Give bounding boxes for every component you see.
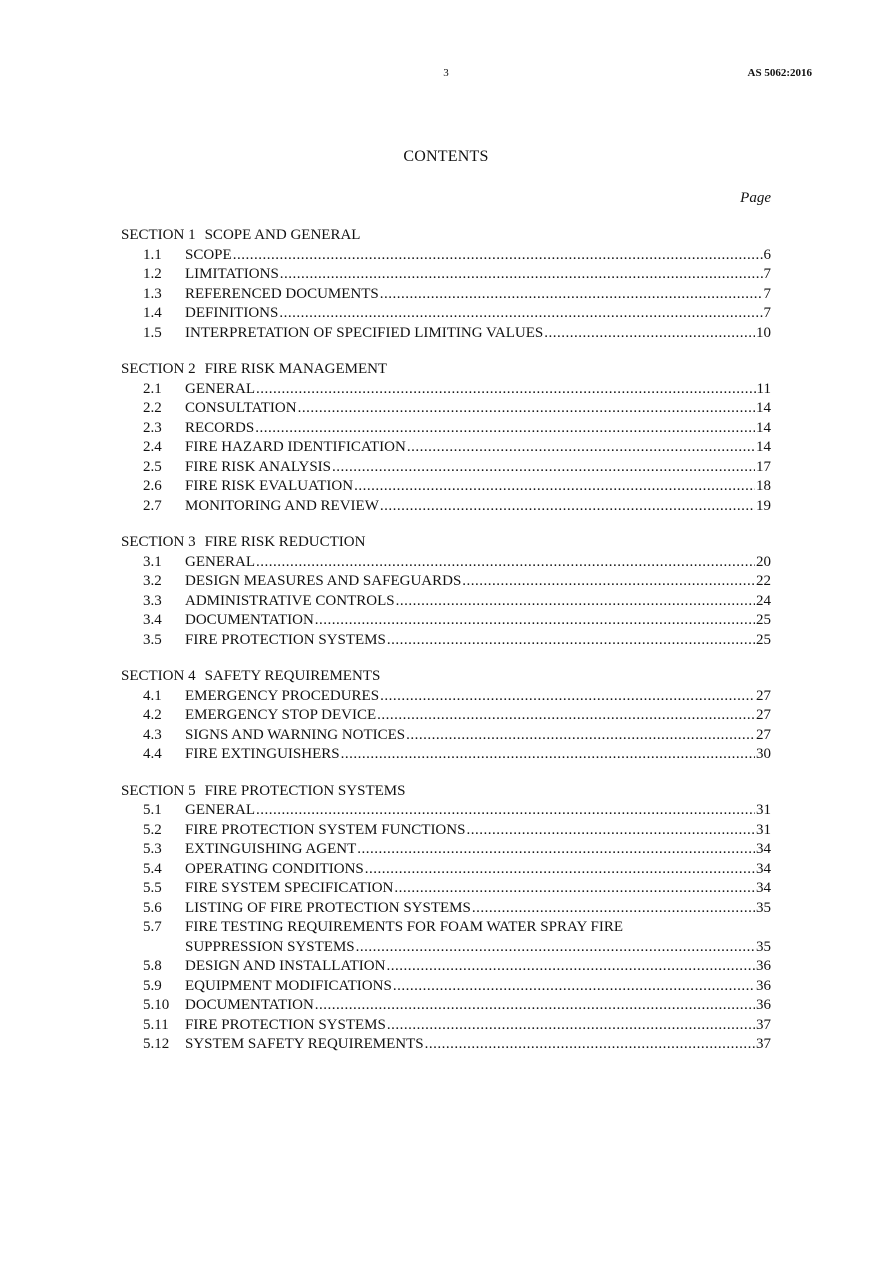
toc-entry[interactable] xyxy=(121,611,771,631)
toc-entry[interactable] xyxy=(121,304,771,324)
dot-leader xyxy=(407,438,755,458)
clause-number: 3.1 xyxy=(143,553,162,570)
dot-leader xyxy=(279,304,762,324)
page-number: 3 xyxy=(443,67,449,79)
clause-title: FIRE PROTECTION SYSTEM FUNCTIONS xyxy=(185,821,466,838)
clause-title: DEFINITIONS xyxy=(185,305,279,321)
page-reference: 20 xyxy=(756,553,771,570)
page-reference: 35 xyxy=(756,899,771,916)
toc-entry[interactable] xyxy=(121,419,771,439)
clause-title: EQUIPMENT MODIFICATIONS xyxy=(185,977,392,994)
dot-leader xyxy=(298,399,755,419)
toc-entry[interactable] xyxy=(121,996,771,1016)
page-reference: 31 xyxy=(756,802,771,818)
dot-leader xyxy=(387,631,755,651)
page-reference: 27 xyxy=(756,726,771,743)
dot-leader xyxy=(356,938,755,958)
section-label: SECTION 4 xyxy=(121,668,196,684)
toc-entry[interactable] xyxy=(121,380,771,400)
toc-entry[interactable] xyxy=(121,631,771,651)
toc-entry[interactable] xyxy=(121,899,771,919)
clause-number: 3.4 xyxy=(143,612,162,628)
page-reference: 19 xyxy=(756,497,771,514)
clause-number: 5.6 xyxy=(143,899,162,916)
clause-number: 2.3 xyxy=(143,419,162,436)
toc-entry[interactable] xyxy=(121,246,771,266)
table-of-contents xyxy=(121,226,771,1072)
page-reference: 10 xyxy=(756,324,771,341)
section-label: SECTION 3 xyxy=(121,534,196,550)
clause-title: ADMINISTRATIVE CONTROLS xyxy=(185,592,395,609)
dot-leader xyxy=(380,687,755,707)
clause-title: FIRE EXTINGUISHERS xyxy=(185,746,340,762)
page-reference: 31 xyxy=(756,821,771,838)
clause-title: FIRE PROTECTION SYSTEMS xyxy=(185,631,386,648)
dot-leader xyxy=(387,1016,755,1036)
dot-leader xyxy=(233,246,763,266)
clause-number: 4.2 xyxy=(143,707,162,723)
clause-number: 1.3 xyxy=(143,285,162,302)
dot-leader xyxy=(380,497,755,517)
clause-title: FIRE HAZARD IDENTIFICATION xyxy=(185,439,406,455)
page-reference: 7 xyxy=(763,285,771,302)
clause-number: 5.1 xyxy=(143,802,162,818)
toc-entry[interactable] xyxy=(121,918,771,957)
page-reference: 36 xyxy=(756,977,771,994)
clause-number: 2.4 xyxy=(143,439,162,455)
dot-leader xyxy=(341,745,755,765)
dot-leader xyxy=(255,419,755,439)
clause-number: 5.5 xyxy=(143,880,162,896)
clause-number: 4.3 xyxy=(143,726,162,743)
clause-number: 5.9 xyxy=(143,977,162,994)
clause-title: FIRE RISK ANALYSIS xyxy=(185,458,332,475)
section-title: SAFETY REQUIREMENTS xyxy=(204,668,381,684)
dot-leader xyxy=(406,726,755,746)
clause-number: 5.7 xyxy=(143,919,162,935)
clause-title: LISTING OF FIRE PROTECTION SYSTEMS xyxy=(185,899,471,916)
toc-entry[interactable] xyxy=(121,745,771,765)
clause-title: SIGNS AND WARNING NOTICES xyxy=(185,726,406,743)
toc-entry[interactable] xyxy=(121,706,771,726)
section-title: FIRE RISK REDUCTION xyxy=(204,534,366,550)
page-reference: 37 xyxy=(756,1016,771,1033)
page-reference: 35 xyxy=(756,938,771,955)
clause-number: 5.11 xyxy=(143,1016,169,1033)
toc-entry[interactable] xyxy=(121,821,771,841)
page-reference: 14 xyxy=(756,439,771,455)
dot-leader xyxy=(256,553,755,573)
clause-title: SUPPRESSION SYSTEMS xyxy=(185,938,355,955)
clause-number: 1.2 xyxy=(143,266,162,282)
clause-title: GENERAL xyxy=(185,553,255,570)
toc-section xyxy=(121,360,771,516)
clause-title: MONITORING AND REVIEW xyxy=(185,497,379,514)
section-label: SECTION 5 xyxy=(121,782,196,799)
dot-leader xyxy=(425,1035,755,1055)
dot-leader xyxy=(377,706,755,726)
toc-entry[interactable] xyxy=(121,553,771,573)
page-reference: 27 xyxy=(756,707,771,723)
clause-title: FIRE SYSTEM SPECIFICATION xyxy=(185,880,394,896)
toc-entry[interactable] xyxy=(121,477,771,497)
dot-leader xyxy=(332,458,755,478)
section-heading[interactable] xyxy=(121,226,771,246)
clause-number: 5.2 xyxy=(143,821,162,838)
page-reference: 14 xyxy=(756,400,771,416)
page-reference: 14 xyxy=(756,419,771,436)
clause-number: 1.5 xyxy=(143,324,162,341)
page-reference: 36 xyxy=(756,958,771,974)
section-title: SCOPE AND GENERAL xyxy=(204,227,361,243)
clause-title: FIRE PROTECTION SYSTEMS xyxy=(185,1016,386,1033)
contents-title: CONTENTS xyxy=(403,148,489,165)
page-reference: 25 xyxy=(756,631,771,648)
document-id: AS 5062:2016 xyxy=(747,67,812,79)
section-heading[interactable] xyxy=(121,533,771,553)
toc-entry[interactable] xyxy=(121,1016,771,1036)
dot-leader xyxy=(256,380,756,400)
section-heading[interactable] xyxy=(121,667,771,687)
page-reference: 7 xyxy=(763,266,771,282)
clause-number: 3.2 xyxy=(143,573,162,589)
toc-entry[interactable] xyxy=(121,726,771,746)
clause-title: LIMITATIONS xyxy=(185,266,279,282)
section-heading[interactable] xyxy=(121,782,771,802)
section-title: FIRE RISK MANAGEMENT xyxy=(204,361,388,377)
page-column-label: Page xyxy=(740,190,771,206)
page-reference: 22 xyxy=(756,573,771,589)
toc-entry[interactable] xyxy=(121,957,771,977)
clause-title: RECORDS xyxy=(185,419,255,436)
clause-title: GENERAL xyxy=(185,802,255,818)
clause-number: 4.1 xyxy=(143,687,162,704)
dot-leader xyxy=(315,996,755,1016)
dot-leader xyxy=(365,860,755,880)
clause-title: FIRE TESTING REQUIREMENTS FOR FOAM WATER SPRAY FIRE xyxy=(185,919,623,935)
clause-title: INTERPRETATION OF SPECIFIED LIMITING VALUES xyxy=(185,324,544,341)
section-title: FIRE PROTECTION SYSTEMS xyxy=(204,782,406,799)
dot-leader xyxy=(256,801,755,821)
toc-entry[interactable] xyxy=(121,1035,771,1055)
toc-entry[interactable] xyxy=(121,324,771,344)
toc-entry[interactable] xyxy=(121,265,771,285)
dot-leader xyxy=(315,611,755,631)
toc-entry[interactable] xyxy=(121,801,771,821)
toc-entry[interactable] xyxy=(121,497,771,517)
clause-number: 1.1 xyxy=(143,246,162,263)
dot-leader xyxy=(386,957,755,977)
toc-entry[interactable] xyxy=(121,860,771,880)
toc-section xyxy=(121,782,771,1055)
clause-title: OPERATING CONDITIONS xyxy=(185,860,364,877)
clause-number: 5.12 xyxy=(143,1036,170,1052)
page-reference: 6 xyxy=(763,246,771,263)
clause-number: 5.3 xyxy=(143,841,162,857)
dot-leader xyxy=(394,879,755,899)
clause-title: DESIGN MEASURES AND SAFEGUARDS xyxy=(185,573,462,589)
clause-number: 3.5 xyxy=(143,631,162,648)
section-label: SECTION 1 xyxy=(121,227,196,243)
clause-title: SCOPE xyxy=(185,246,232,263)
dot-leader xyxy=(472,899,755,919)
toc-entry[interactable] xyxy=(121,592,771,612)
clause-title: DOCUMENTATION xyxy=(185,612,314,628)
page-reference: 7 xyxy=(763,305,771,321)
toc-entry[interactable] xyxy=(121,840,771,860)
clause-number: 5.4 xyxy=(143,860,162,877)
page-reference: 30 xyxy=(756,746,771,762)
page-reference: 11 xyxy=(756,380,771,397)
clause-title: DOCUMENTATION xyxy=(185,997,314,1013)
dot-leader xyxy=(354,477,755,497)
toc-section xyxy=(121,667,771,765)
dot-leader xyxy=(393,977,755,997)
toc-entry[interactable] xyxy=(121,285,771,305)
clause-title: REFERENCED DOCUMENTS xyxy=(185,285,379,302)
clause-number: 2.6 xyxy=(143,478,162,494)
toc-entry[interactable] xyxy=(121,438,771,458)
clause-title: EMERGENCY STOP DEVICE xyxy=(185,707,377,723)
section-heading[interactable] xyxy=(121,360,771,380)
clause-title: SYSTEM SAFETY REQUIREMENTS xyxy=(185,1036,424,1052)
toc-entry[interactable] xyxy=(121,399,771,419)
toc-entry[interactable] xyxy=(121,879,771,899)
clause-title: EXTINGUISHING AGENT xyxy=(185,841,357,857)
page-reference: 37 xyxy=(756,1036,771,1052)
page-reference: 34 xyxy=(756,841,771,857)
clause-number: 5.8 xyxy=(143,958,162,974)
toc-entry[interactable] xyxy=(121,687,771,707)
clause-title: FIRE RISK EVALUATION xyxy=(185,478,354,494)
clause-number: 2.1 xyxy=(143,380,162,397)
page-reference: 17 xyxy=(756,458,771,475)
clause-number: 5.10 xyxy=(143,997,170,1013)
clause-number: 2.5 xyxy=(143,458,162,475)
page-reference: 25 xyxy=(756,612,771,628)
dot-leader xyxy=(357,840,755,860)
toc-entry[interactable] xyxy=(121,977,771,997)
clause-number: 2.7 xyxy=(143,497,162,514)
dot-leader xyxy=(466,821,755,841)
clause-title: GENERAL xyxy=(185,380,255,397)
page-reference: 34 xyxy=(756,860,771,877)
toc-section xyxy=(121,533,771,650)
clause-title: EMERGENCY PROCEDURES xyxy=(185,687,380,704)
toc-section xyxy=(121,226,771,343)
dot-leader xyxy=(396,592,755,612)
clause-number: 2.2 xyxy=(143,400,162,416)
page-reference: 36 xyxy=(756,997,771,1013)
dot-leader xyxy=(462,572,755,592)
page-reference: 18 xyxy=(756,478,771,494)
dot-leader xyxy=(280,265,763,285)
toc-entry[interactable] xyxy=(121,572,771,592)
clause-number: 1.4 xyxy=(143,305,162,321)
dot-leader xyxy=(380,285,763,305)
clause-number: 3.3 xyxy=(143,592,162,609)
dot-leader xyxy=(544,324,755,344)
clause-number: 4.4 xyxy=(143,746,162,762)
page-reference: 27 xyxy=(756,687,771,704)
toc-entry[interactable] xyxy=(121,458,771,478)
clause-title: CONSULTATION xyxy=(185,400,297,416)
clause-title: DESIGN AND INSTALLATION xyxy=(185,958,386,974)
section-label: SECTION 2 xyxy=(121,361,196,377)
page-reference: 34 xyxy=(756,880,771,896)
page-reference: 24 xyxy=(756,592,771,609)
